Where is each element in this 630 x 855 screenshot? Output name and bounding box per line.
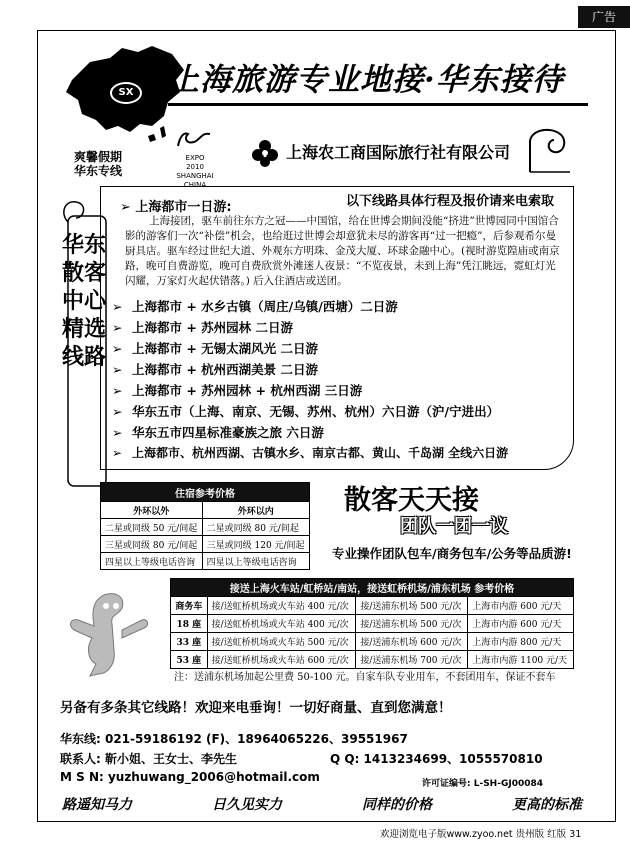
table-cell: 接/送浦东机场 500 元/次 [356,615,468,633]
list-item [112,443,572,464]
list-item [112,296,572,317]
table-row [101,519,310,536]
route-label: 上海都市 + 杭州西湖美景 二日游 [132,362,319,377]
table-cell: 三星或同级 80 元/间起 [101,536,203,553]
day-tour-body: 上海接团，驱车前往东方之冠——中国馆，给在世博会期间没能“挤进”世博园同中国馆合影的游客们一次“补偿”机会，也给逛过世博会却意犹未尽的游客再“过一把瘾”，后参观希尔曼厨具店。驱车经过世纪大道、外观东方明珠、金茂大厦、环球金融中心。(视时游览隍庙或南京路，晚可自费游览，晚可自费欣赏外滩迷人夜景：“不览夜景，未到上海”凭江眺远，霓虹灯光闪耀，万家灯火起伏错落。) 后入住酒店或送团。 [125,215,560,287]
table-cell: 商务车 [171,597,208,615]
msn-address: M S N: yuzhuwang_2006@hotmail.com [60,770,320,784]
table-cell: 33 座 [171,633,208,651]
route-label: 华东五市四星标准豪族之旅 六日游 [132,425,324,440]
arrow-icon: ➢ [112,362,123,377]
transfer-note: 注：送浦东机场加起公里费 50-100 元。自家车队专业用车，不套团用车，保证不套车 [174,672,556,683]
list-item [112,422,572,443]
promo-subheadline: 团队一团一议 [400,516,508,537]
tagline-line2: 华东专线 [74,164,123,178]
stay-price-table [100,482,310,570]
route-label: 上海都市 + 水乡古镇（周庄/乌镇/西塘）二日游 [132,299,398,314]
stay-table-title: 住宿参考价格 [101,483,310,502]
company-name [286,140,510,163]
list-item [112,401,572,422]
page-footer: 欢迎浏览电子版www.zyoo.net 贵州版 红版 31 [380,829,582,840]
table-row [171,615,574,633]
contact-person: 联系人: 靳小姐、王女士、李先生 [60,752,237,766]
arrow-icon: ➢ [112,404,123,419]
table-cell: 四星以上等级电话咨询 [202,553,309,570]
table-cell: 上海市内游 800 元/天 [468,633,574,651]
table-row [171,651,574,669]
sx-logo: SX [110,82,142,104]
notice: 以下线路具体行程及报价请来电索取 [346,194,555,209]
arrow-icon: ➢ [112,320,123,335]
table-cell: 接/送虹桥机场或火车站 400 元/次 [207,597,356,615]
route-list [112,296,572,464]
table-cell: 三星或同级 120 元/间起 [202,536,309,553]
table-cell: 接/送虹桥机场或火车站 500 元/次 [207,633,356,651]
arrow-icon: ➢ [120,200,136,215]
route-label: 上海都市、杭州西湖、古镇水乡、南京古都、黄山、千岛湖 全线六日游 [132,446,509,460]
tagline [74,150,122,178]
table-cell: 上海市内游 600 元/天 [468,597,574,615]
list-item [112,359,572,380]
promo-headline: 散客天天接 [344,485,479,516]
company-logo-icon [250,138,280,168]
table-cell: 18 座 [171,615,208,633]
arrow-icon: ➢ [112,383,123,398]
arrow-icon: ➢ [112,446,123,460]
haibao-mascot-icon [62,590,162,680]
table-row [171,633,574,651]
table-header: 外环以内 [202,502,309,519]
table-cell: 接/送虹桥机场或火车站 600 元/次 [207,651,356,669]
list-item [112,380,572,401]
table-cell: 四星以上等级电话咨询 [101,553,203,570]
qq-number: Q Q: 1413234699、1055570810 [330,752,543,766]
more-routes-text: 另备有多条其它线路！欢迎来电垂询！一切好商量、直到您满意！ [60,700,452,716]
promo-line: 专业操作团队包车/商务包车/公务等品质游! [332,546,572,561]
headline-rule [168,103,588,106]
expo-logo [172,128,218,189]
side-title: 华东散客中心精选线路 [62,233,107,370]
transfer-price-table [170,578,574,669]
table-row [101,536,310,553]
slogan: 日久见实力 [212,797,282,813]
ad-label: 广告 [578,6,630,28]
list-item [112,338,572,359]
expo-mark-icon [172,128,218,150]
table-cell: 上海市内游 600 元/天 [468,615,574,633]
table-cell: 二星或同级 50 元/间起 [101,519,203,536]
tagline-line1: 爽馨假期 [74,150,123,164]
table-cell: 接/送浦东机场 500 元/次 [356,597,468,615]
table-cell: 接/送虹桥机场或火车站 400 元/次 [207,615,356,633]
table-cell: 53 座 [171,651,208,669]
table-header: 外环以外 [101,502,203,519]
license-number: 许可证编号: L-SH-GJ00084 [422,779,543,789]
list-item [112,317,572,338]
route-label: 上海都市 + 苏州园林 二日游 [132,320,294,335]
scroll-curl-icon [520,122,580,182]
expo-text: EXPO [185,154,205,162]
slogan: 同样的价格 [362,797,432,813]
table-cell: 上海市内游 1100 元/天 [468,651,574,669]
table-cell: 接/送浦东机场 700 元/次 [356,651,468,669]
route-label: 上海都市 + 苏州园林 + 杭州西湖 三日游 [132,383,363,398]
table-row [101,553,310,570]
arrow-icon: ➢ [112,299,123,314]
company-text: 上海农工商国际旅行社有限公司 [286,143,511,162]
expo-year: 2010 [186,163,204,171]
route-label: 上海都市 + 无锡太湖风光 二日游 [132,341,319,356]
table-cell: 接/送浦东机场 600 元/次 [356,633,468,651]
transfer-table-title: 接送上海火车站/虹桥站/南站，接送虹桥机场/浦东机场 参考价格 [171,579,574,597]
route-label: 华东五市（上海、南京、无锡、苏州、杭州）六日游（沪/宁进出） [132,404,500,419]
slogan-row [62,794,582,814]
table-row [171,597,574,615]
arrow-icon: ➢ [112,425,123,440]
expo-city: SHANGHAI CHINA [176,172,214,189]
slogan: 更高的标准 [512,797,582,813]
headline: 上海旅游专业地接·华东接待 [168,62,564,98]
hotline: 华东线: 021-59186192 (F)、18964065226、39551967 [60,732,408,746]
arrow-icon: ➢ [112,341,123,356]
day-tour-title [120,196,232,215]
table-cell: 二星或同级 80 元/间起 [202,519,309,536]
slogan: 路遥知马力 [62,797,132,813]
day-tour-title-text: 上海都市一日游: [135,200,232,215]
